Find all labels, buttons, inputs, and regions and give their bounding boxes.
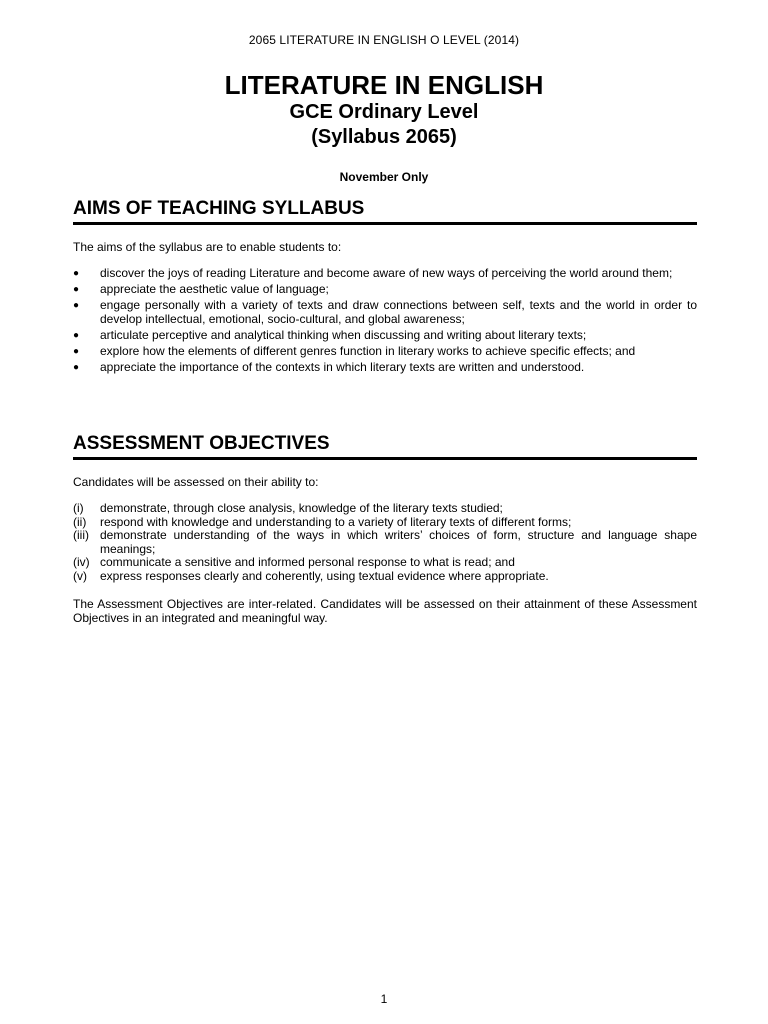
assessment-intro: Candidates will be assessed on their ability to: bbox=[73, 475, 319, 489]
aims-list-item bbox=[73, 299, 697, 326]
aims-section bbox=[73, 198, 697, 377]
aims-item-text: discover the joys of reading Literature and become aware of new ways of perceiving the world around them; bbox=[100, 266, 673, 280]
assessment-section bbox=[73, 433, 697, 625]
bullet-icon: ● bbox=[73, 268, 80, 279]
aims-list-item bbox=[73, 267, 697, 281]
aims-list-item bbox=[73, 345, 697, 359]
bullet-icon: ● bbox=[73, 300, 80, 311]
assessment-list bbox=[73, 502, 697, 583]
aims-item-text: engage personally with a variety of texts and draw connections between self, texts and the world in order to develop intellectual, emotional, socio-cultural, and global awareness; bbox=[100, 298, 697, 326]
aims-list-item bbox=[73, 329, 697, 343]
assessment-list-item bbox=[73, 502, 697, 516]
aims-item-text: articulate perceptive and analytical thinking when discussing and writing about literary texts; bbox=[100, 327, 587, 342]
running-header: 2065 LITERATURE IN ENGLISH O LEVEL (2014) bbox=[248, 33, 520, 47]
assessment-list-item bbox=[73, 556, 697, 570]
assessment-heading: ASSESSMENT OBJECTIVES bbox=[73, 433, 697, 460]
objective-number: (iv) bbox=[73, 555, 90, 569]
aims-list bbox=[73, 267, 697, 374]
aims-item-text: appreciate the aesthetic value of language; bbox=[100, 282, 329, 296]
objective-text: respond with knowledge and understanding to a variety of literary texts of different forms; bbox=[100, 514, 572, 529]
objective-text: demonstrate understanding of the ways in which writers’ choices of form, structure and language shape meanings; bbox=[100, 528, 697, 556]
objective-number: (iii) bbox=[73, 528, 89, 542]
document-title: LITERATURE IN ENGLISH bbox=[224, 70, 544, 100]
document-subtitle-syllabus: (Syllabus 2065) bbox=[311, 126, 457, 148]
assessment-closing: The Assessment Objectives are inter-related. Candidates will be assessed on their attainment of these Assessment Objectives in an integrated and meaningful way. bbox=[73, 597, 697, 625]
assessment-list-item bbox=[73, 516, 697, 530]
objective-number: (ii) bbox=[73, 514, 87, 529]
objective-text: express responses clearly and coherently, using textual evidence where appropriate. bbox=[100, 568, 549, 583]
objective-text: communicate a sensitive and informed personal response to what is read; and bbox=[100, 555, 515, 569]
objective-text: demonstrate, through close analysis, knowledge of the literary texts studied; bbox=[100, 501, 503, 515]
objective-number: (v) bbox=[73, 568, 87, 583]
assessment-list-item bbox=[73, 570, 697, 584]
aims-heading: AIMS OF TEACHING SYLLABUS bbox=[73, 198, 697, 225]
objective-number: (i) bbox=[73, 501, 84, 515]
title-block bbox=[0, 70, 768, 150]
bullet-icon: ● bbox=[73, 361, 80, 373]
aims-item-text: explore how the elements of different genres function in literary works to achieve specific effects; and bbox=[100, 343, 636, 358]
bullet-icon: ● bbox=[73, 345, 80, 357]
aims-intro: The aims of the syllabus are to enable students to: bbox=[73, 240, 342, 254]
bullet-icon: ● bbox=[73, 329, 80, 341]
aims-list-item bbox=[73, 283, 697, 297]
aims-list-item bbox=[73, 361, 697, 375]
session-note: November Only bbox=[339, 170, 429, 184]
bullet-icon: ● bbox=[73, 284, 80, 295]
page-number: 1 bbox=[380, 992, 388, 1006]
assessment-list-item bbox=[73, 529, 697, 556]
document-subtitle-level: GCE Ordinary Level bbox=[289, 101, 479, 123]
aims-item-text: appreciate the importance of the contexts in which literary texts are written and understood. bbox=[100, 359, 585, 374]
